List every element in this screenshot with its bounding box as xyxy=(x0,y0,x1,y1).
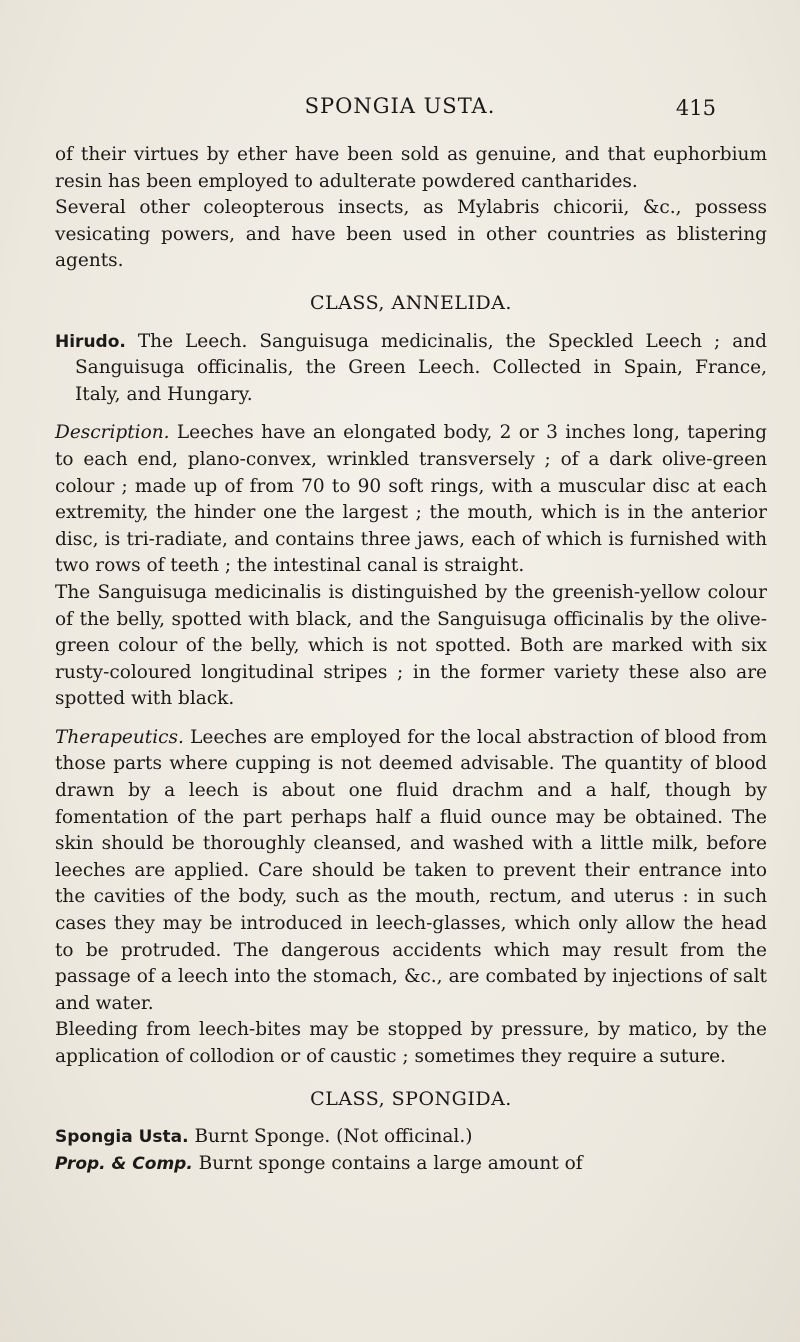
therapeutics-term: Therapeutics. xyxy=(55,726,184,748)
paragraph-spongia xyxy=(55,1124,767,1151)
description-text: Leeches have an elongated body, 2 or 3 inches long, tapering to each end, plano-convex, wrinkled transversely ; of a dark olive-green colour ; made up of from 70 to 90 soft rings, with a muscular disc at each extremity, the hinder one the largest ; the mouth, which is in the anterior disc, is tri-radiate, and contains three jaws, each of which is furnished with two rows of teeth ; the intestinal canal is straight. xyxy=(55,422,767,577)
paragraph-coleopterous: Several other coleopterous insects, as Mylabris chicorii, &c., possess vesicating powers, and have been used in other countries as blistering agents. xyxy=(55,197,767,272)
paragraph-prop-comp xyxy=(55,1151,767,1178)
paragraph-euphorbium: of their virtues by ether have been sold as genuine, and that euphorbium resin has been employed to adulterate powdered cantharides. xyxy=(55,144,767,192)
hirudo-term: Hirudo. xyxy=(55,331,126,352)
paragraph-therapeutics xyxy=(55,725,767,1018)
hirudo-text: The Leech. Sanguisuga medicinalis, the Speckled Leech ; and Sanguisuga officinalis, the Green Leech. Collected in Spain, France, Italy, and Hungary. xyxy=(75,330,767,405)
class-annelida-heading: CLASS, ANNELIDA. xyxy=(310,291,512,314)
running-head: SPONGIA USTA. xyxy=(304,94,496,118)
spongia-term: Spongia Usta. xyxy=(55,1127,189,1148)
spongia-text: Burnt Sponge. (Not officinal.) xyxy=(188,1126,473,1148)
page-header xyxy=(0,94,800,124)
paragraph-sanguisuga: The Sanguisuga medicinalis is distinguished by the greenish-yellow colour of the belly, spotted with black, and the Sanguisuga officinalis by the olive-green colour of the belly, which is not spotted. Both are marked with six rusty-coloured longitudinal stripes ; in the former variety these also are spotted with black. xyxy=(55,581,767,710)
paragraph-hirudo xyxy=(55,329,767,409)
prop-text: Burnt sponge contains a large amount of xyxy=(192,1152,583,1174)
paragraph-bleeding: Bleeding from leech-bites may be stopped by pressure, by matico, by the application of collodion or of caustic ; sometimes they require a suture. xyxy=(55,1019,767,1067)
page-number: 415 xyxy=(675,96,716,120)
therapeutics-text: Leeches are employed for the local abstraction of blood from those parts where cupping is not deemed advisable. The quantity of blood drawn by a leech is about one fluid drachm and a half, though by fomentation of the part perhaps half a fluid ounce may be obtained. The skin should be thoroughly cleansed, and washed with a little milk, before leeches are applied. Care should be taken to prevent their entrance into the cavities of the body, such as the mouth, rectum, and uterus : in such cases they may be introduced in leech-glasses, which only allow the head to be protruded. The dangerous accidents which may result from the passage of a leech into the stomach, &c., are combated by injections of salt and water. xyxy=(55,726,767,1014)
class-spongida-heading: CLASS, SPONGIDA. xyxy=(310,1087,512,1110)
prop-term: Prop. & Comp. xyxy=(55,1153,193,1174)
body-text xyxy=(55,142,767,1177)
description-term: Description. xyxy=(55,422,170,444)
paragraph-description xyxy=(55,420,767,580)
